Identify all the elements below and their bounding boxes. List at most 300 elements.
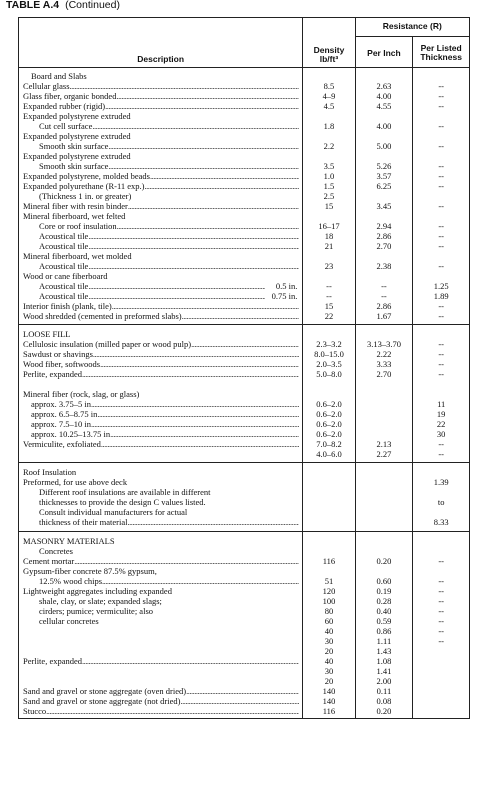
column-pl <box>413 532 470 719</box>
row-label: Glass fiber, organic bonded <box>23 91 117 101</box>
header-per-inch: Per Inch <box>355 37 413 68</box>
row-per-inch: 5.26 <box>376 161 392 171</box>
row-per-listed: -- <box>438 359 444 369</box>
row-label: Acoustical tile <box>39 261 89 271</box>
row-thickness: 0.75 in. <box>271 291 298 301</box>
row-per-inch: 0.40 <box>376 606 392 616</box>
row-per-inch <box>356 409 413 419</box>
row-description <box>19 626 302 636</box>
row-density: 30 <box>324 636 334 646</box>
row-per-inch: 1.08 <box>376 656 392 666</box>
row-per-inch <box>356 151 413 161</box>
column-pl <box>413 463 470 532</box>
row-per-inch <box>356 131 413 141</box>
column-pl <box>413 68 470 325</box>
row-per-inch <box>356 497 413 507</box>
row-description <box>19 517 302 527</box>
row-density: 18 <box>324 231 334 241</box>
column-desc <box>19 68 303 325</box>
row-description <box>19 449 302 459</box>
dot-leader <box>144 181 299 191</box>
row-per-listed: -- <box>438 181 444 191</box>
row-description <box>19 91 302 101</box>
row-density: 1.0 <box>323 171 335 181</box>
header-density: Density lb/ft³ <box>303 18 355 68</box>
row-per-inch: 2.00 <box>376 676 392 686</box>
row-density: 100 <box>322 596 336 606</box>
row-per-inch: 3.13–3.70 <box>366 339 401 349</box>
row-density: 2.5 <box>323 191 335 201</box>
row-description <box>19 586 302 596</box>
row-per-inch: 2.22 <box>376 349 392 359</box>
dot-leader <box>74 556 299 566</box>
row-description <box>19 141 302 151</box>
table-caption <box>6 0 120 11</box>
row-label: Preformed, for use above deck <box>23 477 128 487</box>
row-density: 22 <box>324 311 334 321</box>
row-density <box>303 151 354 161</box>
row-per-listed <box>413 71 469 81</box>
row-per-inch: 0.86 <box>376 626 392 636</box>
row-per-listed <box>413 507 469 517</box>
row-description <box>19 339 302 349</box>
row-per-inch <box>356 507 413 517</box>
row-label: Wood fiber, softwoods <box>23 359 101 369</box>
row-description <box>19 121 302 131</box>
row-description <box>19 439 302 449</box>
row-density: 60 <box>324 616 334 626</box>
row-per-listed <box>413 706 469 716</box>
row-per-listed <box>413 191 469 201</box>
insulation-table <box>18 17 470 719</box>
column-desc <box>19 325 303 463</box>
row-description <box>19 556 302 566</box>
row-per-inch <box>356 389 413 399</box>
dot-leader <box>82 369 299 379</box>
row-per-inch <box>356 566 413 576</box>
row-per-listed: 8.33 <box>433 517 449 527</box>
row-per-listed <box>413 536 469 546</box>
dot-leader <box>108 141 299 151</box>
row-description <box>19 131 302 141</box>
row-label: MASONRY MATERIALS <box>23 536 115 546</box>
row-label: LOOSE FILL <box>23 329 71 339</box>
header-description: Description <box>19 18 303 68</box>
row-per-listed: -- <box>438 221 444 231</box>
row-description <box>19 566 302 576</box>
row-density: 0.6–2.0 <box>316 399 342 409</box>
row-description <box>19 171 302 181</box>
row-per-inch <box>356 251 413 261</box>
row-density <box>303 477 354 487</box>
row-label: Sand and gravel or stone aggregate (oven dried) <box>23 686 187 696</box>
dot-leader <box>186 686 299 696</box>
column-pi <box>355 463 413 532</box>
row-density: -- <box>326 281 332 291</box>
row-description <box>19 706 302 716</box>
row-per-inch <box>356 271 413 281</box>
row-density: 2.0–3.5 <box>316 359 342 369</box>
row-per-inch: 5.00 <box>376 141 392 151</box>
column-desc <box>19 532 303 719</box>
row-description <box>19 111 302 121</box>
dot-leader <box>88 261 299 271</box>
row-per-inch <box>356 477 413 487</box>
dot-leader <box>88 241 299 251</box>
row-per-inch: 0.28 <box>376 596 392 606</box>
row-per-inch: 2.13 <box>376 439 392 449</box>
table-body <box>19 68 470 719</box>
row-per-listed: -- <box>438 301 444 311</box>
row-label: Expanded polystyrene extruded <box>23 151 131 161</box>
column-pi <box>355 325 413 463</box>
row-label: Cellulosic insulation (milled paper or wood pulp) <box>23 339 192 349</box>
row-density: 8.0–15.0 <box>314 349 344 359</box>
row-thickness: 0.5 in. <box>275 281 298 291</box>
row-label: Cut cell surface <box>39 121 93 131</box>
header-resistance: Resistance (R) <box>355 18 469 37</box>
row-per-listed: -- <box>438 161 444 171</box>
dot-leader <box>102 576 299 586</box>
row-description <box>19 596 302 606</box>
row-description <box>19 477 302 487</box>
row-description <box>19 696 302 706</box>
row-description <box>19 221 302 231</box>
row-description <box>19 191 302 201</box>
row-density: 4–9 <box>322 91 336 101</box>
dot-leader <box>88 281 265 291</box>
row-per-listed <box>413 151 469 161</box>
row-per-inch <box>356 419 413 429</box>
row-label: shale, clay, or slate; expanded slags; <box>39 596 162 606</box>
row-per-inch: 0.20 <box>376 556 392 566</box>
row-label: Interior finish (plank, tile) <box>23 301 112 311</box>
row-description <box>19 666 302 676</box>
row-density: 30 <box>324 666 334 676</box>
row-density <box>303 507 354 517</box>
row-description <box>19 71 302 81</box>
row-label: Acoustical tile <box>39 231 89 241</box>
row-label: Perlite, expanded <box>23 369 83 379</box>
dot-leader <box>108 161 299 171</box>
row-density: 15 <box>324 201 334 211</box>
row-per-listed: -- <box>438 626 444 636</box>
row-per-inch <box>356 379 413 389</box>
row-per-listed: 1.25 <box>433 281 449 291</box>
row-per-inch: -- <box>381 281 387 291</box>
row-per-listed <box>413 646 469 656</box>
row-description <box>19 261 302 271</box>
row-per-listed <box>413 131 469 141</box>
row-description <box>19 301 302 311</box>
row-per-inch: 0.11 <box>376 686 392 696</box>
row-density: 3.5 <box>323 161 335 171</box>
row-per-listed <box>413 251 469 261</box>
row-description <box>19 271 302 281</box>
row-per-listed: 1.39 <box>433 477 449 487</box>
row-density <box>303 467 354 477</box>
row-per-inch <box>356 399 413 409</box>
row-label: thickness of their material <box>39 517 128 527</box>
row-label: Wood shredded (cemented in preformed slabs) <box>23 311 182 321</box>
row-per-inch: -- <box>381 291 387 301</box>
row-per-listed: -- <box>438 141 444 151</box>
row-density: 1.8 <box>323 121 335 131</box>
row-per-inch <box>356 487 413 497</box>
row-per-listed <box>413 546 469 556</box>
dot-leader <box>100 359 299 369</box>
row-per-listed <box>413 379 469 389</box>
row-per-inch: 1.41 <box>376 666 392 676</box>
table-group <box>19 68 470 325</box>
row-per-listed: -- <box>438 261 444 271</box>
row-per-listed: -- <box>438 101 444 111</box>
row-per-inch: 4.00 <box>376 121 392 131</box>
row-label: Acoustical tile <box>39 281 89 291</box>
row-description <box>19 606 302 616</box>
row-description <box>19 251 302 261</box>
row-description <box>19 487 302 497</box>
row-label: Consult individual manufacturers for actual <box>39 507 188 517</box>
dot-leader <box>117 221 300 231</box>
row-per-inch: 2.86 <box>376 231 392 241</box>
row-description <box>19 616 302 626</box>
table-group <box>19 463 470 532</box>
row-density: 140 <box>322 696 336 706</box>
row-label: Different roof insulations are available in different <box>39 487 211 497</box>
row-label: Cellular glass <box>23 81 70 91</box>
row-density: 0.6–2.0 <box>316 419 342 429</box>
row-description <box>19 161 302 171</box>
table-group <box>19 325 470 463</box>
column-den <box>303 463 355 532</box>
row-label: approx. 10.25–13.75 in <box>31 429 111 439</box>
row-density <box>303 211 354 221</box>
column-den <box>303 325 355 463</box>
row-per-listed: -- <box>438 171 444 181</box>
row-per-inch <box>356 211 413 221</box>
row-description <box>19 231 302 241</box>
row-description <box>19 576 302 586</box>
dot-leader <box>88 231 299 241</box>
row-per-listed: -- <box>438 576 444 586</box>
row-density: 40 <box>324 656 334 666</box>
row-per-inch <box>356 429 413 439</box>
row-per-inch <box>356 111 413 121</box>
dot-leader <box>93 349 299 359</box>
row-per-inch: 4.00 <box>376 91 392 101</box>
row-density: 7.0–8.2 <box>316 439 342 449</box>
column-pl <box>413 325 470 463</box>
row-label: Board and Slabs <box>31 71 87 81</box>
row-per-inch <box>356 467 413 477</box>
row-density <box>303 71 354 81</box>
row-density: 0.6–2.0 <box>316 409 342 419</box>
row-description <box>19 507 302 517</box>
dot-leader <box>116 91 299 101</box>
row-per-listed <box>413 656 469 666</box>
dot-leader <box>150 171 299 181</box>
row-label: Mineral fiber (rock, slag, or glass) <box>23 389 140 399</box>
dot-leader <box>46 706 299 716</box>
row-per-listed <box>413 666 469 676</box>
row-per-listed: -- <box>438 311 444 321</box>
row-density: 20 <box>324 676 334 686</box>
row-label: Core or roof insulation <box>39 221 117 231</box>
table-group <box>19 532 470 719</box>
row-density <box>303 497 354 507</box>
row-per-inch: 1.11 <box>376 636 392 646</box>
row-description <box>19 389 302 399</box>
row-density: 51 <box>324 576 334 586</box>
dot-leader <box>70 81 300 91</box>
dot-leader <box>191 339 299 349</box>
row-per-listed: -- <box>438 439 444 449</box>
row-per-inch: 3.33 <box>376 359 392 369</box>
row-description <box>19 636 302 646</box>
row-density: 4.0–6.0 <box>316 449 342 459</box>
row-per-listed: -- <box>438 616 444 626</box>
row-per-inch: 0.19 <box>376 586 392 596</box>
dot-leader <box>180 696 299 706</box>
row-density <box>303 546 354 556</box>
row-description <box>19 546 302 556</box>
row-label: approx. 7.5–10 in <box>31 419 91 429</box>
column-den <box>303 532 355 719</box>
row-density <box>303 379 354 389</box>
row-label: Expanded polyurethane (R-11 exp.) <box>23 181 145 191</box>
row-per-listed: 30 <box>436 429 446 439</box>
row-density <box>303 566 354 576</box>
row-description <box>19 211 302 221</box>
row-density <box>303 131 354 141</box>
row-density: 40 <box>324 626 334 636</box>
row-per-inch <box>356 191 413 201</box>
row-per-listed: -- <box>438 556 444 566</box>
row-per-inch: 2.70 <box>376 369 392 379</box>
row-label: Sand and gravel or stone aggregate (not dried) <box>23 696 181 706</box>
row-per-listed: 11 <box>437 399 446 409</box>
dot-leader <box>97 409 299 419</box>
row-label: cellular concretes <box>39 616 99 626</box>
row-per-inch: 6.25 <box>376 181 392 191</box>
row-per-inch: 0.59 <box>376 616 392 626</box>
row-density <box>303 329 354 339</box>
row-description <box>19 241 302 251</box>
row-density: 1.5 <box>323 181 335 191</box>
row-description <box>19 281 302 291</box>
row-per-listed: 1.89 <box>433 291 449 301</box>
dot-leader <box>101 439 299 449</box>
row-per-listed: -- <box>438 596 444 606</box>
row-per-listed <box>413 686 469 696</box>
table-continued: (Continued) <box>65 0 120 11</box>
dot-leader <box>105 101 299 111</box>
dot-leader <box>91 399 299 409</box>
row-description <box>19 151 302 161</box>
row-per-listed: -- <box>438 349 444 359</box>
row-per-inch: 4.55 <box>376 101 392 111</box>
row-label: Roof Insulation <box>23 467 77 477</box>
row-label: Expanded polystyrene, molded beads <box>23 171 150 181</box>
row-density: 5.0–8.0 <box>316 369 342 379</box>
row-per-inch: 3.57 <box>376 171 392 181</box>
row-per-inch: 3.45 <box>376 201 392 211</box>
header-per-listed: Per Listed Thickness <box>413 37 470 68</box>
row-per-listed <box>413 566 469 576</box>
row-label: approx. 6.5–8.75 in <box>31 409 98 419</box>
row-description <box>19 399 302 409</box>
row-per-inch: 1.43 <box>376 646 392 656</box>
table-label: TABLE A.4 <box>6 0 60 11</box>
dot-leader <box>112 301 300 311</box>
row-per-listed <box>413 211 469 221</box>
row-density: 16–17 <box>318 221 340 231</box>
row-per-listed: -- <box>438 449 444 459</box>
row-label: Expanded polystyrene extruded <box>23 131 131 141</box>
row-description <box>19 686 302 696</box>
row-per-inch: 0.08 <box>376 696 392 706</box>
row-per-inch: 0.20 <box>376 706 392 716</box>
dot-leader <box>88 291 265 301</box>
row-density <box>303 389 354 399</box>
row-density: 140 <box>322 686 336 696</box>
row-description <box>19 101 302 111</box>
row-label: cirders; pumice; vermiculite; also <box>39 606 154 616</box>
row-description <box>19 467 302 477</box>
row-density: 0.6–2.0 <box>316 429 342 439</box>
row-description <box>19 369 302 379</box>
row-label: Perlite, expanded <box>23 656 83 666</box>
row-density: 4.5 <box>323 101 335 111</box>
row-density: 21 <box>324 241 334 251</box>
row-per-inch: 2.94 <box>376 221 392 231</box>
row-per-listed: 22 <box>436 419 446 429</box>
row-per-inch: 1.67 <box>376 311 392 321</box>
row-per-listed: -- <box>438 231 444 241</box>
row-label: Vermiculite, exfoliated <box>23 439 101 449</box>
row-density <box>303 251 354 261</box>
row-description <box>19 429 302 439</box>
row-label: Concretes <box>39 546 73 556</box>
row-per-listed <box>413 696 469 706</box>
row-per-inch: 2.38 <box>376 261 392 271</box>
row-density <box>303 111 354 121</box>
dot-leader <box>82 656 299 666</box>
row-description <box>19 646 302 656</box>
row-per-listed <box>413 271 469 281</box>
row-density: 15 <box>324 301 334 311</box>
row-description <box>19 291 302 301</box>
row-description <box>19 349 302 359</box>
row-per-inch <box>356 71 413 81</box>
row-label: Acoustical tile <box>39 291 89 301</box>
row-description <box>19 497 302 507</box>
row-description <box>19 329 302 339</box>
row-per-listed: -- <box>438 586 444 596</box>
row-label: 12.5% wood chips <box>39 576 103 586</box>
row-label: Expanded polystyrene extruded <box>23 111 131 121</box>
column-pi <box>355 68 413 325</box>
row-label: thicknesses to provide the design C values listed. <box>39 497 206 507</box>
row-per-listed: -- <box>438 339 444 349</box>
row-description <box>19 181 302 191</box>
row-per-listed <box>413 389 469 399</box>
row-label: (Thickness 1 in. or greater) <box>39 191 132 201</box>
row-per-inch: 2.63 <box>376 81 392 91</box>
row-per-inch <box>356 517 413 527</box>
row-per-listed: -- <box>438 369 444 379</box>
